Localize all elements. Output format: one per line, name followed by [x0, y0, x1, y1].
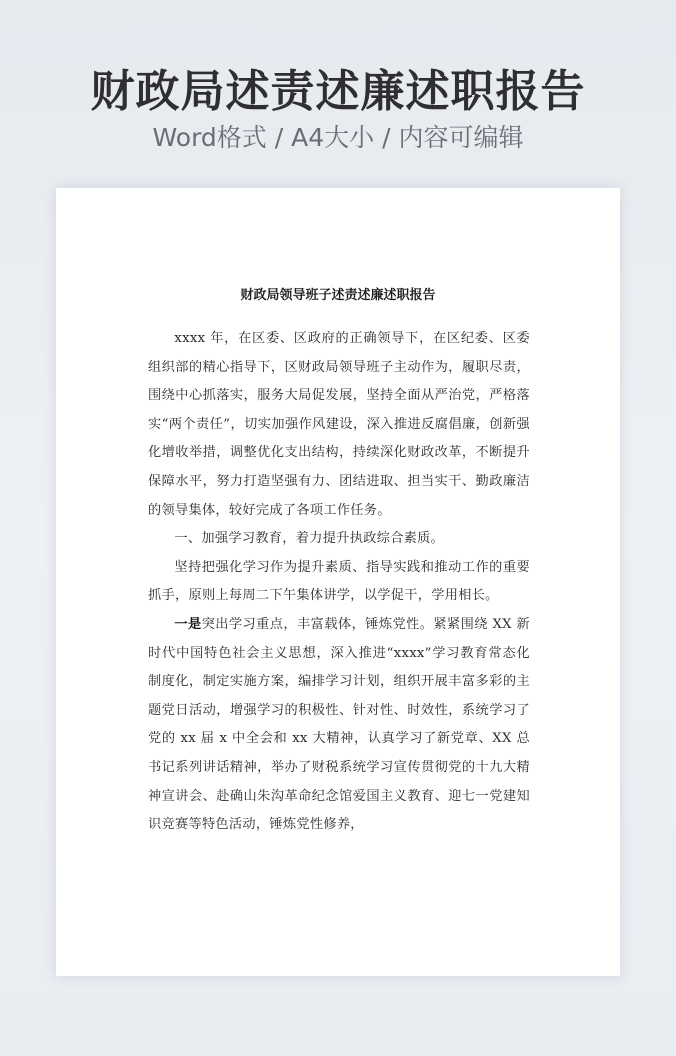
paragraph-study-principle: 坚持把强化学习作为提升素质、指导实践和推动工作的重要抓手，原则上每周二下午集体讲学，以学促干，学用相长。: [148, 559, 530, 604]
document-page: [56, 188, 620, 976]
document-body: [148, 325, 530, 840]
point-lead: 一是: [174, 616, 202, 632]
document-title: 财政局领导班子述责述廉述职报告: [240, 288, 436, 303]
paragraph-intro: xxxx 年，在区委、区政府的正确领导下，在区纪委、区委组织部的精心指导下，区财政局领导班子主动作为，履职尽责，围绕中心抓落实，服务大局促发展，坚持全面从严治党，严格落实“两个责任”，切实加强作风建设，深入推进反腐倡廉，创新强化增收举措，调整优化支出结构，持续深化财政改革，不断提升保障水平，努力打造坚强有力、团结进取、担当实干、勤政廉洁的领导集体，较好完成了各项工作任务。: [148, 331, 530, 518]
point-text: 突出学习重点，丰富载体，锤炼党性。紧紧围绕 XX 新时代中国特色社会主义思想，深入推进“xxxx”学习教育常态化制度化，制定实施方案，编排学习计划，组织开展丰富多彩的主题党日活动，增强学习的积极性、针对性、时效性，系统学习了党的 xx 届 x 中全会和 xx 大精神，认真学习了新党章、XX 总书记系列讲话精神，举办了财税系统学习宣传贯彻党的十九大精神宣讲会、赴确山朱沟革命纪念馆爱国主义教育、迎七一党建知识竞赛等特色活动，锤炼党性修养，: [148, 616, 530, 833]
banner-subtitle: Word格式 / A4大小 / 内容可编辑: [152, 123, 524, 152]
section-heading: 一、加强学习教育，着力提升执政综合素质。: [174, 531, 445, 547]
paragraph-point-one: [148, 611, 530, 840]
banner-title: 财政局述责述廉述职报告: [90, 66, 586, 117]
